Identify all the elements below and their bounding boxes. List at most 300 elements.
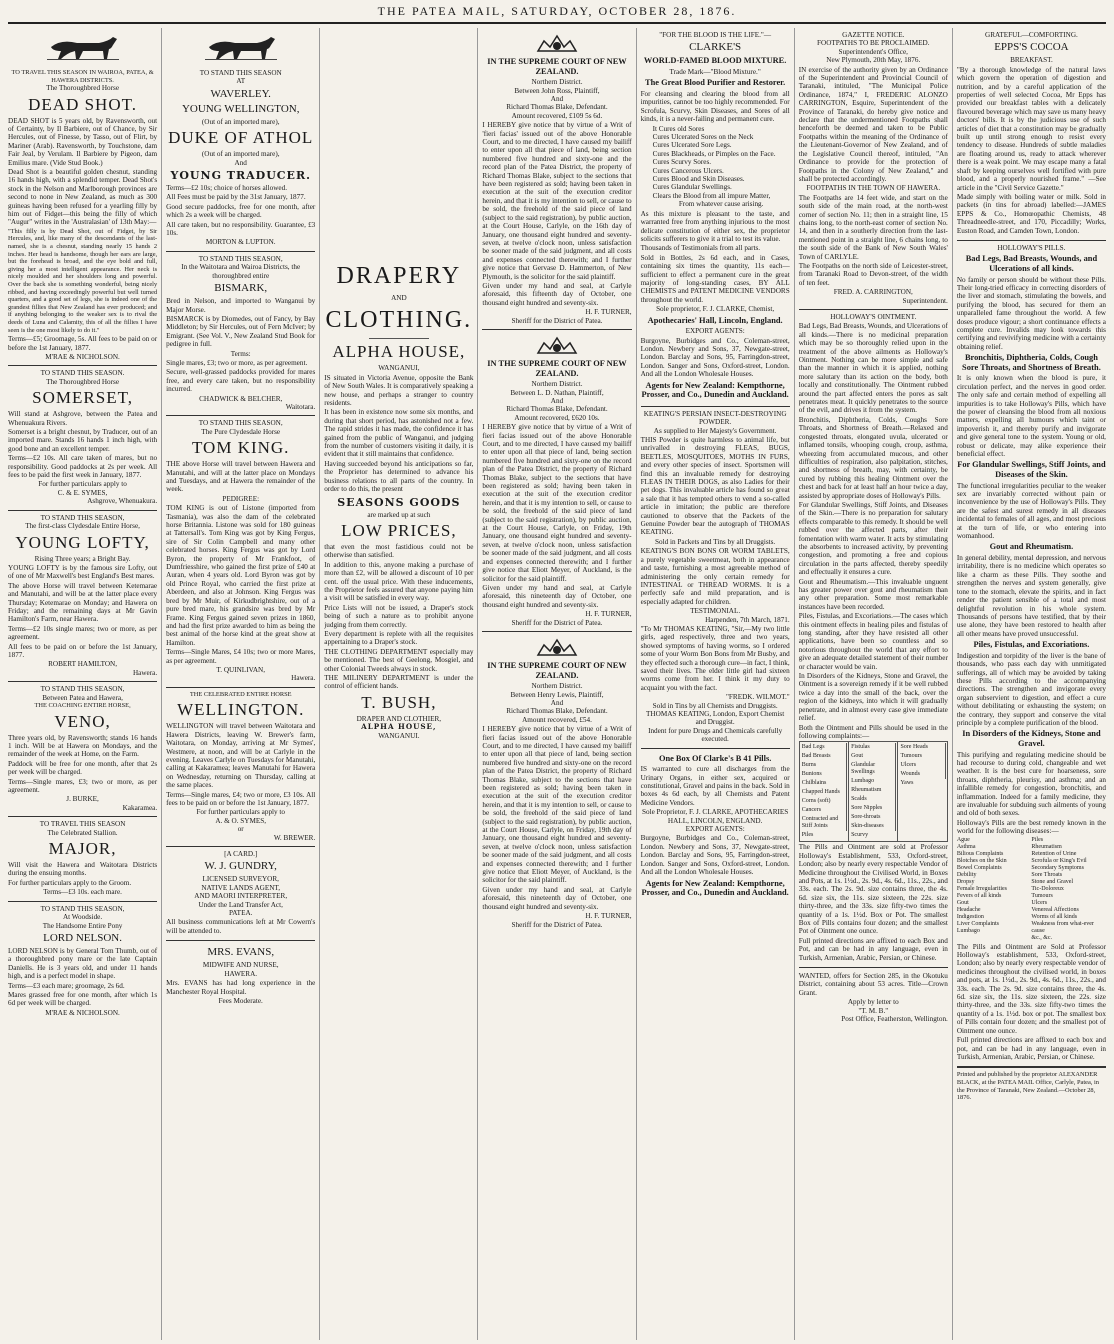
disease-item: Fevers of all kinds [956, 892, 1002, 899]
court-role: Sheriff for the District of Patea. [511, 618, 603, 627]
ad-hall: Apothecaries' Hall, Lincoln, England. [647, 315, 783, 325]
ad-keatings-powder [641, 407, 790, 749]
ad-dead-shot [8, 28, 157, 366]
ad-body: THE CLOTHING DEPARTMENT especially may be mentioned. The best of Geelong, Mosgiel, and other Colonial Tweeds always in stock. [324, 647, 474, 673]
ad-place: WANGANUI, [378, 364, 420, 373]
horse-name: DUKE OF ATHOL [168, 128, 314, 148]
ad-body: Made simply with boiling water or milk. Sold in packets (in tins for abroad) labelled:—JAMES EPPS & Co., Homœopathic Chemists, 48 Threadneedle-street, and 170, Piccadilly; Works, Euston Road, and Camden Town, London. [956, 192, 1106, 235]
ad-body: Both the Ointment and Pills should be used in the following complaints:— [798, 723, 948, 740]
complaints-column [800, 742, 849, 841]
ad-body: Indent for pure Drugs and Chemicals carefully executed. [648, 726, 783, 744]
column-5 [637, 28, 795, 1340]
ad-sub: THE COACHING ENTIRE HORSE, [34, 702, 131, 709]
ad-proprietor: Sole proprietor, F. J. CLARKE, Chemist, [656, 305, 775, 314]
court-signature: H. F. TURNER, [585, 308, 632, 317]
ad-quote: "To Mr THOMAS KEATING, "Sir,—My two little girls, aged respectively, three and two years, showed symptoms of having worms, so I ordered some of your Worm Bon Bons from Mr Busby, and they effected such a thorough cure—in fact, I think, saved their lives. The elder little girl had sixteen worms come from her. I think it my duty to acquaint you with the fact. [640, 624, 790, 692]
ad-line: LICENSED SURVEYOR, [202, 875, 279, 884]
court-parties: Between Henry Lewis, Plaintiff, [510, 690, 604, 699]
disease-item: Gout [956, 899, 969, 906]
court-signature: H. F. TURNER, [585, 912, 632, 921]
ad-body: Holloway's Pills are the best remedy known in the world for the following diseases:— [956, 818, 1106, 836]
imprint: Printed and published by the proprietor ALEXANDER BLACK, at the PATEA MAIL Office, Carlyle, Patea, in the Province of Taranaki, New Zealand.—October 28, 1876. [957, 1067, 1106, 1105]
column-4 [478, 28, 636, 1340]
ad-sub: (Out of an imported mare), [201, 117, 280, 126]
complaint-item: Sore Nipples [850, 804, 896, 813]
ad-body: The Pills and Ointment are Sold at Professor Holloway's establishment, 533, Oxford-street, London; also by nearly every respectable vendor of medicines throughout the civilised world, in boxes and pots, at 1s. 1½d., 2s. 9d., 4s. 6d., 11s., 22s., and 33s. each. The 2s. 9d. size contains three, the 4s. 6d. size six, the 11s. size sixteen, the 22s. size thirty-three, and the 33s. size fifty-two times the quantity of a 1s. 1½d. box or pot. The smallest box of Pills contain four dozen; and the smallest pot of Ointment one ounce. [956, 942, 1106, 1035]
ad-body: All care taken, but no responsibility. Guarantee, £3 10s. [166, 220, 316, 238]
disease-item: Stone and Gravel [1031, 878, 1074, 885]
ad-body: TOM KING is out of Listone (imported from Tasmania), was also the dam of the celebrated horse Britannia. Listone was sold for 180 guineas at Tattersall's. Tom King was got by King Fergus, sire of Sir Colin Campbell and many other celebrated horses. King Fergus was got by Lord Byron, the property of Mr Frankfoot, of Dumfriesshire, who gained the first prize of £40 at Auran, when 4 years old. Lord Byron was got by old Prince Royal, who carried the first prize at Aberdeen, and also at Johnson. King Fergus was bred by Mr Muir, of Kirkudbrightshire, out of a pure bred mare, his grandsire was bred by Mr Frame. King Fergus gained seven prizes in 1860, and had the first prize awarded to him as being the best animal of the horse kind at the great show at Hamilton. [166, 504, 316, 647]
ad-body: Good secure paddocks, free for one month, after which 2s a week will be charged. [166, 202, 316, 220]
ad-body: Will visit the Hawera and Waitotara Districts during the ensuing months. [8, 861, 158, 878]
ad-body: BISMARCK is by Diomedes, out of Fancy, by Bay Middleton; by Sir Hercules, out of Fern McIver; by Emigrant. (See Vol. V., New Zealand Stud Book for pedigree in full. [166, 314, 316, 349]
ad-card-label: [A CARD.] [224, 850, 258, 859]
ad-intro: TO STAND THIS SEASON, [198, 254, 283, 263]
cures-item: Cures Ulcerated Sores on the Neck [652, 133, 754, 142]
ad-body: Full printed directions are affixed to each box and pot, and can be had in any language, even in Turkish, Armenian, Arabic, Persian, or Chinese. [956, 1036, 1106, 1061]
ad-name: CLARKE'S [689, 41, 742, 54]
ad-sub: As supplied to Her Majesty's Government. [653, 426, 777, 435]
disease-item: Worms of all kinds [1031, 913, 1078, 920]
ad-intro: TO STAND THIS SEASON [199, 69, 282, 77]
complaint-item: Cancers [801, 806, 847, 815]
ad-heading: Piles, Fistulas, and Excoriations. [973, 640, 1090, 650]
ad-signature: FRED. A. CARRINGTON, [833, 288, 913, 297]
ad-terms: Terms—£2 10s. All care taken of mares, but no responsibility. Good paddocks at 2s per week. All fees to be paid the first week in January, 1877. [8, 454, 158, 480]
disease-item: Retention of Urine [1031, 850, 1077, 857]
ad-body: Somerset is a bright chesnut, by Traducer, out of an imported mare. Stands 16 hands 1 inch high, with good bone and an excellent temper. [8, 428, 158, 453]
court-given: Given under my hand and seal, at Carlyle aforesaid, this nineteenth day of October, one thousand eight hundred and seventy-six. [482, 583, 632, 609]
ad-signature: W. BREWER. [273, 833, 316, 842]
ad-body: In general debility, mental depression, and nervous irritability, there is no medicine which operates so like a charm as these Pills. They soothe and strengthen the nerves and system generally, give tone to the stomach, elevate the spirits, and in fact render the patient sensible of a total and most delightful revolution in his whole system. Thousands of persons have testified, that by their use alone, they have been restored to health after all other means have proved unsuccessful. [956, 554, 1106, 638]
ad-body: Bad Legs, Bad Breasts, Wounds, and Ulcerations of all kinds.—There is no medicinal preparation which may be so thoroughly relied upon in the treatment of the above ailments as Holloway's Ointment. Nothing can be more simple and safe than the manner in which it is applied, nothing more salutary than its action on the body, both locally and constitutionally. The Ointment rubbed around the part affected enters the pores as salt penetrates meat. It quickly penetrates to the source of the evil, and drives it from the system. [798, 322, 948, 415]
ad-body: Having succeeded beyond his anticipations so far, the Proprietor has determined to advance his business relations to all parts of the country. In order to do this, the present [324, 459, 474, 494]
ad-terms: Terms—£2 10s single mares; two or more, as per agreement. [8, 624, 158, 642]
court-parties: Between John Ross, Plaintiff, [514, 86, 600, 95]
ad-body: Thousands of Testimonials from all parts. [640, 244, 761, 253]
disease-item: Bowel Complaints [956, 864, 1002, 871]
complaint-item: Rheumatism [850, 786, 896, 795]
ad-body: No family or person should be without these Pills. Their long-tried efficacy in correcting disorders of the liver and stomach, stimulating the bowels, and purifying the blood, has secured for them an unparalleled fame throughout the world. A few doses produce vigour; a short continuance effects a complete cure. Invalids may look towards this certifying and revivifying medicine with a certainty obtaining relief. [956, 275, 1106, 351]
ad-sub: The Celebrated Stallion. [47, 828, 118, 837]
ad-signature: DRAPER AND CLOTHIER, [356, 714, 442, 723]
royal-crest-icon [534, 335, 580, 357]
ad-tagline: GRATEFUL—COMFORTING. [985, 31, 1078, 39]
ad-body: For further particulars apply to the Groom. [8, 878, 132, 887]
ad-sub: The Pure Clydesdale Horse [201, 427, 281, 436]
ad-terms: Terms—Single Mares, £4 10s; two or more Mares, as per agreement. [166, 648, 316, 665]
ad-body: All business communications left at Mr Cowern's will be attended to. [166, 918, 316, 935]
horse-name: VENO, [54, 711, 111, 731]
ad-heading: For Glandular Swellings, Stiff Joints, and Diseases of the Skin. [957, 460, 1106, 480]
ad-place: Waitotara. [285, 402, 316, 411]
disease-item: Tumours [1031, 892, 1053, 899]
ad-court-nathan [482, 330, 631, 632]
court-district: Northern District. [531, 682, 583, 691]
ad-signature: T. QUINLIVAN, [216, 665, 266, 674]
ad-body: The Footpaths on the north side of Leicester-street, from Taranaki Road to Devon-street, of the width of ten feet. [798, 261, 948, 287]
ad-sub: In the Waitotara and Wairoa Districts, the thoroughbred entire [181, 263, 301, 280]
ad-role: Superintendent. [902, 296, 948, 305]
ad-terms: Terms—£2 10s; choice of horses allowed. [166, 184, 287, 193]
ad-place: WAVERLEY. [210, 87, 271, 100]
ad-signature: "T. M. B." [858, 1006, 889, 1015]
horse-illustration [201, 33, 281, 67]
court-title: IN THE SUPREME COURT OF NEW ZEALAND. [487, 358, 627, 378]
ad-line: Under the Land Transfer Act, [198, 900, 283, 909]
ad-body: DEAD SHOT is 5 years old, by Ravensworth, out of Certainty, by Il Barbiere, out of Chance, by Sir Hercules, out of Finesse, by Tasso, out of Flirt, by Mariner (Arab). Ravensworth, by Touchstone, dam Fair Jeal, by Verulam. Il Barbiere by Pigeon, dam Emilius mare. (Vide Stud Book.) [8, 116, 158, 167]
column-7 [953, 28, 1110, 1340]
ad-line: NATIVE LANDS AGENT, [201, 883, 281, 892]
ad-body: The above Horse will travel between Ketemarae and Manutahi, and will be at the latter place every Thursday; Ketemarae on Monday; and Hawera on Friday; and the remaining days at Mr Gavin Hamilton's Farm, near Hawera. [8, 581, 158, 624]
ad-signature: MORTON & LUPTON. [205, 238, 276, 247]
horse-name: DEAD SHOT. [28, 94, 137, 114]
ad-headline: LOW PRICES, [341, 520, 457, 540]
ad-terms: Terms—Single mares, £3; two or more, as per agreement. [8, 777, 158, 795]
ad-body: IN exercise of the authority given by an Ordinance of the Superintendent and Provincial Council of Taranaki, intituled, "The Municipal Police Ordinance, 1874," I, FREDERIC ALONZO CARRINGTON, Esquire, Superintendent of the Province of Taranaki, do hereby give notice and declare that the undermentioned Footpaths shall henceforth be deemed and taken to be Public Footpaths within the meaning of the Ordinance of the Lieutenant-Governor of New Zealand, and of the Legislative Council thereof, intituled, "An Ordinance to provide for the protection of Footpaths in the Colony of New Zealand," and shall be protected accordingly. [798, 65, 948, 183]
ad-date: New Plymouth, 20th May, 1876. [826, 56, 921, 65]
ad-sub: Between Patea and Hawera, [42, 693, 123, 702]
ad-title: FOOTPATHS TO BE PROCLAIMED. [817, 39, 930, 48]
ad-body: Mrs. EVANS has had long experience in the Manchester Royal Hospital. [166, 979, 316, 996]
ad-name: EPPS'S COCOA [994, 41, 1069, 54]
ad-headline: CLOTHING. [325, 307, 473, 334]
ad-gazette-notice [799, 28, 948, 310]
horse-name: BISMARK, [214, 282, 268, 295]
diseases-table [957, 837, 1106, 942]
disease-item: Indigestion [956, 913, 984, 920]
complaint-item: Ulcers [899, 761, 945, 770]
horse-illustration [43, 33, 123, 67]
ad-apply: Apply by letter to [847, 998, 899, 1007]
complaint-item: Bunions [801, 770, 847, 779]
ad-body: LORD NELSON is by General Tom Thumb, out of a thoroughbred pony mare or the late Captain Daniells. He is 3 years old, and under 11 hands high, and is a perfect model in shape. [8, 946, 158, 981]
complaint-item: Fistulas [850, 743, 896, 752]
ad-headline: DRAPERY [336, 263, 462, 289]
ad-holloways-ointment [799, 310, 948, 968]
ad-terms: For further particulars apply to [196, 808, 286, 817]
ad-name: WORLD-FAMED BLOOD MIXTURE. [643, 56, 787, 66]
complaint-item: Bad Legs [801, 743, 847, 752]
cures-item: Cures Blackheads, or Pimples on the Face. [652, 149, 776, 158]
cures-item: Cures Cancerous Ulcers. [652, 166, 724, 175]
ad-gundry [166, 847, 315, 941]
ad-line: AND MAORI INTERPRETER, [194, 892, 288, 901]
court-amount: Amount recovered, £54. [522, 715, 592, 724]
complaints-table [799, 741, 948, 842]
ad-wanted [799, 968, 948, 1027]
disease-item: Dropsy [956, 878, 975, 885]
ad-body: Price Lists will not be issued, a Draper's stock being of such a nature as to prohibit anyone judging from them correctly. [324, 603, 474, 629]
disease-item: Lumbago [956, 927, 980, 934]
ad-place: Ashgrove, Whenuakura. [87, 497, 158, 506]
ad-sub: (Out of an imported mare), [201, 150, 280, 159]
disease-item: Liver Complaints [956, 920, 1000, 927]
ad-body: Will stand at Ashgrove, between the Patea and Whenuakura Rivers. [8, 410, 158, 427]
ad-waverley-horses [166, 28, 315, 252]
ad-headline: SEASONS GOODS [337, 495, 461, 509]
court-parties: Richard Thomas Blake, Defendant. [506, 707, 608, 716]
ad-body: It is only known when the blood is pure, it circulation perfect, and the nerves in good order. The only safe and certain method of expelling all impurities is to take Holloway's Pills, which have the power of cleansing the blood from all noxious matters, expelling all humours which taint or impoverish it, and thereby purify and invigorate and give general tone to the system. Young or old, robust or delicate, may alike experience their beneficial effect. [956, 374, 1106, 459]
ad-fees: Fees Moderate. [218, 996, 263, 1005]
complaint-item: Chapped Hands [801, 788, 847, 797]
ad-lord-nelson [8, 902, 157, 1021]
complaint-item: Tumours [899, 752, 945, 761]
ad-line: are marked up at such [367, 510, 431, 519]
ad-body: This purifying and regulating medicine should be had recourse to during cold, changeable and wet weather. It is the best cure for hoarseness, sore throats, diphtheria, pleurisy, and asthma; and an infallible remedy for congestion, bronchitis, and inflammation. Indeed for a family medicine, they are invaluable for subduing such ailments of young and old of both sexes. [956, 750, 1106, 818]
court-given: Given under my hand and seal, at Carlyle aforesaid, this fifteenth day of October, one thousand eight hundred and seventy-six. [482, 281, 632, 307]
ad-signature: A. & O. SYMES, [215, 816, 267, 825]
court-notice: I HEREBY give notice that by virtue of a Writ of 'fieri facias' issued out of the above Honorable Court, and to me directed, I have caused my bailiff to enter upon all that piece of land, being section numbered five hundred and sixty-one and the record plan of the Patea District, the property of Richard Thomas Blake, subject to the sections that have been registered as sold; having been taken in execution at the suit of the execution creditor herein, and that it is my intention to sell, or cause to be sold, the freehold of the said piece of land (subject to the said registration), by public auction, at the Court House, Carlyle, on the 16th day of January, one thousand eight hundred and seventy-seven, at twelve o'clock noon, unless satisfaction be sooner made of the said judgment, and all costs and expenses connected therewith; and I further give notice that Gervase D. Hammerton, of New Plymouth, is the solicitor for the said plaintiff. [482, 121, 632, 281]
ad-body: YOUNG LOFTY is by the famous sire Lofty, out of one of Mr Maxwell's best England's Best mares. [8, 563, 158, 581]
ad-signature: C. & E. SYMES, [57, 488, 108, 497]
court-and: And [550, 396, 564, 405]
complaint-item: Sore Heads [899, 743, 945, 752]
ad-body: Dead Shot is a beautiful golden chesnut, standing 16 hands high, with a splendid temper. Dead Shot's stock in the Nelson and Marlborough provinces are second to none in New Zealand, as much as 300 guineas having been refused for a yearling filly by him out of Fidget—this being the filly of which "Augur" writes in the 'Australasian' of 13th May:— [8, 168, 158, 227]
ad-heading: Bronchitis, Diphtheria, Colds, Cough Sore Throats, and Shortness of Breath. [962, 353, 1101, 372]
ad-line: HAWERA. [224, 969, 258, 978]
court-title: IN THE SUPREME COURT OF NEW ZEALAND. [487, 660, 627, 680]
ad-place: WANGANUI. [378, 731, 420, 740]
ad-body: Bred in Nelson, and imported to Wanganui by Major Morse. [166, 297, 316, 314]
ad-or: or [237, 825, 244, 834]
court-and: And [550, 95, 564, 103]
ad-quote-signature: "FREDK. WILMOT." [726, 693, 790, 702]
ad-nz-agents: Agents for New Zealand: Kempthorne, Prosser, and Co., Dunedin and Auckland. [641, 878, 789, 898]
disease-item: Sore Throats [1031, 871, 1063, 878]
complaint-item: Contracted and Stiff Joints [801, 815, 847, 831]
ad-body: All Fees must be paid by the 31st January, 1877. [166, 193, 306, 202]
ad-sold: Sold in Packets and Tins by all Druggists. [655, 537, 776, 546]
court-given: Given under my hand and seal, at Carlyle aforesaid, this nineteenth day of October, one thousand eight hundred and seventy-six. [482, 885, 632, 911]
ad-body: WANTED, offers for Section 285, in the Okotuku District, containing about 53 acres. Title—Crown Grant. [798, 972, 948, 997]
diseases-column [1031, 837, 1106, 942]
ad-heading: One Box Of Clarke's B 41 Pills. [658, 753, 772, 763]
complaint-item: Chilblains [801, 779, 847, 788]
ad-clarkes-pills [641, 749, 790, 904]
ad-body: Full printed directions are affixed to each Box and Pot, and can be had in any language, even in Turkish, Armenian, Arabic, Persian, or Chinese. [798, 936, 948, 962]
ad-export-heading: EXPORT AGENTS: [685, 327, 745, 336]
complaint-item: Wounds [899, 770, 945, 779]
ad-wellington [166, 688, 315, 847]
disease-item: Debility [956, 871, 977, 878]
disease-item: Secondary Symptoms [1031, 864, 1084, 871]
horse-name: YOUNG LOFTY, [15, 532, 150, 552]
ad-tagline: "FOR THE BLOOD IS THE LIFE."— [659, 31, 772, 39]
disease-item: Blotches on the Skin [956, 857, 1007, 864]
ad-sub: The Thoroughbred Horse [46, 377, 120, 386]
cures-item: From whatever cause arising. [678, 200, 764, 209]
ad-sub: BREAKFAST. [1010, 56, 1053, 65]
complaint-item: Piles [801, 832, 814, 839]
court-notice: I HEREBY give notice that by virtue of a Writ of fieri facias issued out of the above Honorable Court, and to me directed, I have caused my bailiff to enter upon all that piece of land, being section numbered five hundred and sixty-one on the record plan of the Patea District, the property of Richard Thomas Blake, subject to the sections that have been registered as sold; having been taken in execution at the suit of the execution creditor herein, and that it is my intention to sell, or cause to be sold, the freehold of the said piece of land (subject to the said registration), by public auction, at the Court House, Carlyle, on Friday, 19th January, one thousand eight hundred and seventy-seven, at twelve o'clock noon, unless satisfaction be sooner made of the said judgment, and all costs and expenses connected therewith; and I further give notice that Eliott Meyer, of Auckland, is the solicitor for the said plaintiff. [482, 423, 632, 583]
ad-name: HOLLOWAY'S PILLS. [997, 243, 1066, 252]
ad-signature: M'RAE & NICHOLSON. [45, 353, 120, 361]
ad-nz-agents: Agents for New Zealand: Kempthorne, Prosser, and Co., Dunedin and Auckland. [641, 380, 789, 400]
cures-item: Cures Glandular Swellings. [652, 183, 732, 192]
complaint-item: Burns [801, 761, 847, 770]
ad-body: For cleansing and clearing the blood from all impurities, cannot be too highly recommended. For Scrofula, Scurvy, Skin Diseases, and Sores of all kinds, it is a never-failing and permanent cure. [640, 90, 790, 124]
court-district: Northern District. [531, 380, 583, 389]
column-2 [162, 28, 320, 1340]
complaint-item: Scurvy [851, 832, 869, 839]
ad-body: Bronchitis, Diphtheria, Colds, Coughs Sore Throats, and Shortness of Breath.—Relaxed and congested throats, elongated uvula, ulcerated or inflamed tonsils, whooping cough, croup, asthma, wheezing from accumulated mucous, and other difficulties of respiration, also palpitation, stitches, and shortness of breath, may, with certainty, be cured by rubbing this healing Ointment over the chest and back for at least half an hour twice a day, assisted by appropriate doses of Holloway's Pills. [798, 415, 948, 500]
ad-body: WELLINGTON will travel between Waitotara and Hawera Districts, leaving W. Brewer's farm, Waitotara, on Monday, arriving at Mr Symes', Westmere, at noon, and will be at Carlyle in the evening. Leaves Carlyle on Tuesdays for Manutahi, calling at Kakaramea; leaves Manutahi for Hawera on Wednesday, returning on Thursday, calling at the same places. [166, 722, 316, 790]
ad-body: Secure, well-grassed paddocks provided for mares free, and every care taken, but no responsibility incurred. [166, 368, 316, 394]
ad-store-name: ALPHA HOUSE, [332, 342, 466, 362]
ad-sold: Sold in Tins by all Chemists and Druggists. [652, 701, 778, 710]
complaint-item: Corns (soft) [801, 797, 847, 806]
ad-body: "By a thorough knowledge of the natural laws which govern the operation of digestion and nutrition, and by a careful application of the properties of well selected Cocoa, Mr Epps has provided our breakfast tables with a delicately flavoured beverage which may save us many heavy doctors' bills. It is by the judicious use of such articles of diet that a constitution may be gradually built up until strong enough to resist every tendency to disease. Hundreds of subtle maladies are floating around us, ready to attack wherever there is a weak point. We may escape many a fatal shaft by keeping ourselves well fortified with pure blood, and a properly nourished frame." —See article in the "Civil Service Gazette." [956, 65, 1106, 192]
ad-signature: T. BUSH, [361, 692, 437, 712]
ad-sub: FOOTPATHS IN THE TOWN OF HAWERA. [806, 184, 941, 193]
divider [369, 338, 429, 339]
ad-body: THE above Horse will travel between Hawera and Manutahi, and will at the latter place on Mondays and Tuesdays, and at Hawera the remainder of the week. [166, 460, 316, 494]
ad-clarkes-blood-mixture [641, 28, 790, 407]
ad-testimonial-heading: TESTIMONIAL. [690, 607, 741, 616]
ad-body: Piles, Fistulas, and Excoriations.—The cases which this ointment effects in healing piles and fistulas of long standing, after they have resisted all other applications, have been so countless and so notorious throughout the world that any effort to give an adequate detailed statement of their number or character would be vain. [798, 612, 948, 671]
ad-sub: Rising Three years; a Bright Bay. [34, 554, 131, 563]
disease-item: Bilious Complaints [956, 850, 1004, 857]
complaint-item: Gout [850, 752, 896, 761]
ad-export-heading: EXPORT AGENTS: [685, 825, 745, 834]
disease-item: Weakness from what-ever cause [1031, 920, 1094, 934]
court-parties: Richard Thomas Blake, Defendant. [506, 103, 608, 112]
ad-place: Hawera. [291, 674, 316, 683]
complaint-item: Lumbago [850, 777, 896, 786]
ad-signature: CHADWICK & BELCHER, [199, 394, 283, 403]
horse-name: TOM KING. [191, 438, 290, 458]
ad-body: Gout and Rheumatism.—This invaluable unguent has greater power over gout and rheumatism than any other preparation. Some most remarkable instances have been recorded. [798, 577, 948, 611]
ad-mrs-evans [166, 941, 315, 1009]
court-parties: Between L. D. Nathan, Plaintiff, [510, 388, 604, 397]
complaint-item: Skin-diseases [850, 822, 896, 831]
ad-terms: Terms—£5; Groomage, 5s. All fees to be paid on or before the 1st January, 1877. [8, 335, 158, 352]
cures-item: Cures Ulcerated Sore Legs. [652, 141, 732, 150]
ad-proprietor: Sole Proprietor, F. J. CLARKE, APOTHECARIES HALL, LINCOLN, ENGLAND. [641, 808, 789, 825]
ad-intro: TO TRAVEL THIS SEASON [39, 820, 126, 829]
complaints-column [898, 742, 946, 841]
column-6 [795, 28, 953, 1340]
ad-pedigree-heading: PEDIGREE: [222, 494, 260, 503]
horse-name: WELLINGTON. [177, 700, 305, 720]
ad-quote: "This filly is by Dead Shot, out of Fidget, by Sir Hercules, and, like many of the descendants of the last-named, she is a chesnut, standing nearly 15 hands 2 inches. Her head is handsome, though her ears are large, but the forehead is broad, and the eye bold and full, giving her a most intelligent appearance. Her neck is nicely moulded and her shoulders long and powerful. Over the back she is something wonderful, being nicely ribbed, and having exceedingly powerful but well turned quarters, and a good set of legs, she is indeed one of the grandest fillies that New Zealand has ever produced; and if anything belonging to the weaker sex is to rival the deeds of Luna and Calamity, this of all the fillies I have seen is the one most likely to do it." [8, 227, 158, 334]
ad-intro: THE CELEBRATED ENTIRE HORSE [189, 690, 292, 698]
ad-veno [8, 682, 157, 817]
court-parties: Richard Thomas Blake, Defendant. [506, 405, 608, 414]
ad-terms: Single mares, £3; two or more, as per agreement. [166, 358, 308, 367]
columns [4, 28, 1110, 1340]
ad-holloways-pills [957, 241, 1106, 1067]
ad-signature: M'RAE & NICHOLSON. [45, 1008, 120, 1017]
ad-body: In Disorders of the Kidneys, Stone and Gravel, the Ointment is a sovereign remedy if it be well rubbed twice a day into the small of the back, over the region of the kidneys, into which it will gradually penetrate, and in almost every case give immediate relief. [798, 672, 948, 723]
ad-bismark [166, 252, 315, 417]
ad-terms: Terms—£3 10s. each mare. [43, 888, 122, 897]
column-1 [4, 28, 162, 1340]
ad-body: Every department is replete with all the requisites appertaining to a Draper's stock. [324, 629, 474, 647]
ad-sub: The Thoroughbred Horse [46, 84, 120, 93]
ad-sub: At Woodside. [62, 913, 103, 922]
ad-intro: TO STAND THIS SEASON, [40, 685, 125, 694]
disease-item: &c., &c. [1031, 934, 1053, 941]
disease-item: Headache [956, 906, 981, 913]
ad-terms-heading: Terms: [230, 349, 251, 358]
complaint-item: Sore-throats [850, 813, 896, 822]
ad-and: And [234, 158, 247, 167]
horse-name: LORD NELSON. [43, 931, 122, 944]
ad-body: For Glandular Swellings, Stiff Joints, and Diseases of the Skin.—There is no preparation for salutary effects comparable to this remedy. It should be well rubbed over the affected parts, after their fomentation with warm water. It acts by stimulating the absorbents to increased activity, by preventing congestion, and promoting a free and copious circulation in the parts affected, thereby speedily and effectually it ensures a cure. [798, 500, 948, 577]
ad-terms: For further particulars apply to [38, 480, 127, 489]
royal-crest-icon [534, 33, 580, 55]
court-role: Sheriff for the District of Patea. [511, 920, 603, 929]
ad-office: Superintendent's Office, [838, 47, 908, 56]
ad-sub: The first-class Clydesdale Entire Horse, [25, 522, 140, 531]
ad-signature: ROBERT HAMILTON, [48, 660, 118, 669]
court-notice: I HEREBY give notice that by virtue of a Writ of fieri facias issued out of the above Honorable Court, and to me directed, I have caused my bailiff to enter upon all that piece of land, being section numbered five hundred and sixty-one on the record plan of the Patea District, the property of Richard Thomas Blake, subject to the sections that have been registered as sold; having been taken in execution at the suit of the execution creditor herein, and that it is my intention to sell, or cause to be sold, the freehold of the said piece of land (subject to the said registration), by public auction, at the Court House, Carlyle, on Friday, 19th day of January, one thousand eight hundred and seventy-seven, at twelve o'clock noon, unless satisfaction be sooner made of the said judgment, and all costs and expenses connected therewith; and I further give notice that Eliott Meyer, of Auckland, is the solicitor for the said plaintiff. [482, 725, 632, 885]
ad-tom-king [166, 416, 315, 687]
ad-body: IS warranted to cure all discharges from the Urinary Organs, in either sex, acquired or constitutional, Gravel and pains in the back. Sold in boxes 4s 6d each, by all Chemists and Patent Medicine Vendors. [640, 765, 790, 807]
ad-body: As this mixture is pleasant to the taste, and warranted free from anything injurious to the most delicate constitution of either sex, the proprietor solicits sufferers to give it a trial to test its value. [640, 209, 790, 243]
ad-signature: THOMAS KEATING, London, Export Chemist and Druggist. [646, 710, 785, 727]
ad-agents: Burgoyne, Burbidges and Co., Coleman-street, London. Newbery and Sons, 37, Newgate-street, London. Barclay and Sons, 95, Farringdon-street, London. Sanger and Sons, Oxford-street, London. And all the London Wholesale Houses. [640, 336, 790, 379]
ad-intro: TO TRAVEL THIS SEASON IN WAIROA, PATEA, & HAWERA DISTRICTS. [11, 69, 154, 84]
disease-item: Venereal Affections [1031, 906, 1079, 913]
column-3 [320, 28, 478, 1340]
horse-name: YOUNG TRADUCER. [170, 169, 311, 183]
ad-name: MRS. EVANS, [207, 946, 275, 959]
ad-terms: Terms—£3 each mare; groomage, 2s 6d. [8, 981, 125, 990]
ad-signature: ALPHA HOUSE, [361, 722, 437, 732]
disease-item: Asthma [956, 843, 976, 850]
cures-item: Clears the Blood from all impure Matter, [652, 191, 771, 200]
complaint-item: Scalds [850, 795, 896, 804]
ad-terms: All fees to be paid on or before the 1st January, 1877. [8, 642, 158, 659]
ad-place: Post Office, Featherston, Wellington. [841, 1015, 948, 1024]
ad-line: AND [391, 294, 407, 302]
ad-place: Kakaramea. [122, 803, 158, 812]
masthead: THE PATEA MAIL, SATURDAY, OCTOBER 28, 1876. [8, 0, 1106, 24]
disease-item: Ague [956, 836, 970, 843]
ad-date: Harpenden, 7th March, 1871. [705, 615, 790, 624]
ad-body: Three years old, by Ravensworth; stands 16 hands 1 inch. Will be at Hawera on Mondays, and the remainder of the week at Home, on the Farm. [8, 733, 158, 759]
disease-item: Female Irregularities [956, 885, 1007, 892]
complaints-column [849, 742, 898, 841]
ad-agents: Burgoyne, Burbidges and Co., Coleman-street, London. Newbery and Sons, 37, Newgate-street, London. Barclay and Sons, 95, Farringdon-street, London. Sanger and Sons, Oxford-street, London. And all the London Wholesale Houses. [640, 834, 790, 877]
court-amount: Amount recovered, £620 10s. [514, 413, 600, 422]
complaint-item: Yaws [900, 780, 914, 787]
ad-heading: In Disorders of the Kidneys, Stone and Gravel. [962, 729, 1101, 748]
court-amount: Amount recovered, £109 5s 6d. [511, 111, 603, 120]
ad-body: The functional irregularities peculiar to the weaker sex are invariably corrected without pain or inconvenience by the use of Holloway's Pills. They are the safest and surest remedy in all diseases incidental to females of all ages, and most precious at the turn of life, or who entering into womanhood. [956, 481, 1106, 541]
ad-intro: TO STAND THIS SEASON, [40, 513, 125, 522]
disease-item: Scrofula or King's Evil [1031, 857, 1087, 864]
ad-signature: J. BURKE, [66, 795, 99, 804]
court-district: Northern District. [531, 78, 583, 87]
ad-intro: TO STAND THIS SEASON, [198, 419, 283, 428]
cures-item: Cures Blood and Skin Diseases. [652, 175, 745, 184]
cures-list [641, 125, 790, 209]
ad-body: that even the most fastidious could not be otherwise than satisfied. [324, 542, 474, 560]
complaint-item: Bad Breasts [801, 752, 847, 761]
ad-trademark: Trade Mark—"Blood Mixture." [669, 68, 761, 76]
ad-intro: TO STAND THIS SEASON. [40, 369, 125, 378]
royal-crest-icon [534, 637, 580, 659]
court-title: IN THE SUPREME COURT OF NEW ZEALAND. [487, 57, 627, 76]
disease-item: Rheumatism [1031, 843, 1062, 850]
ad-place: Hawera. [132, 668, 158, 677]
ad-sub: The Handsome Entire Pony [42, 921, 123, 930]
horse-name: SOMERSET, [32, 388, 133, 408]
